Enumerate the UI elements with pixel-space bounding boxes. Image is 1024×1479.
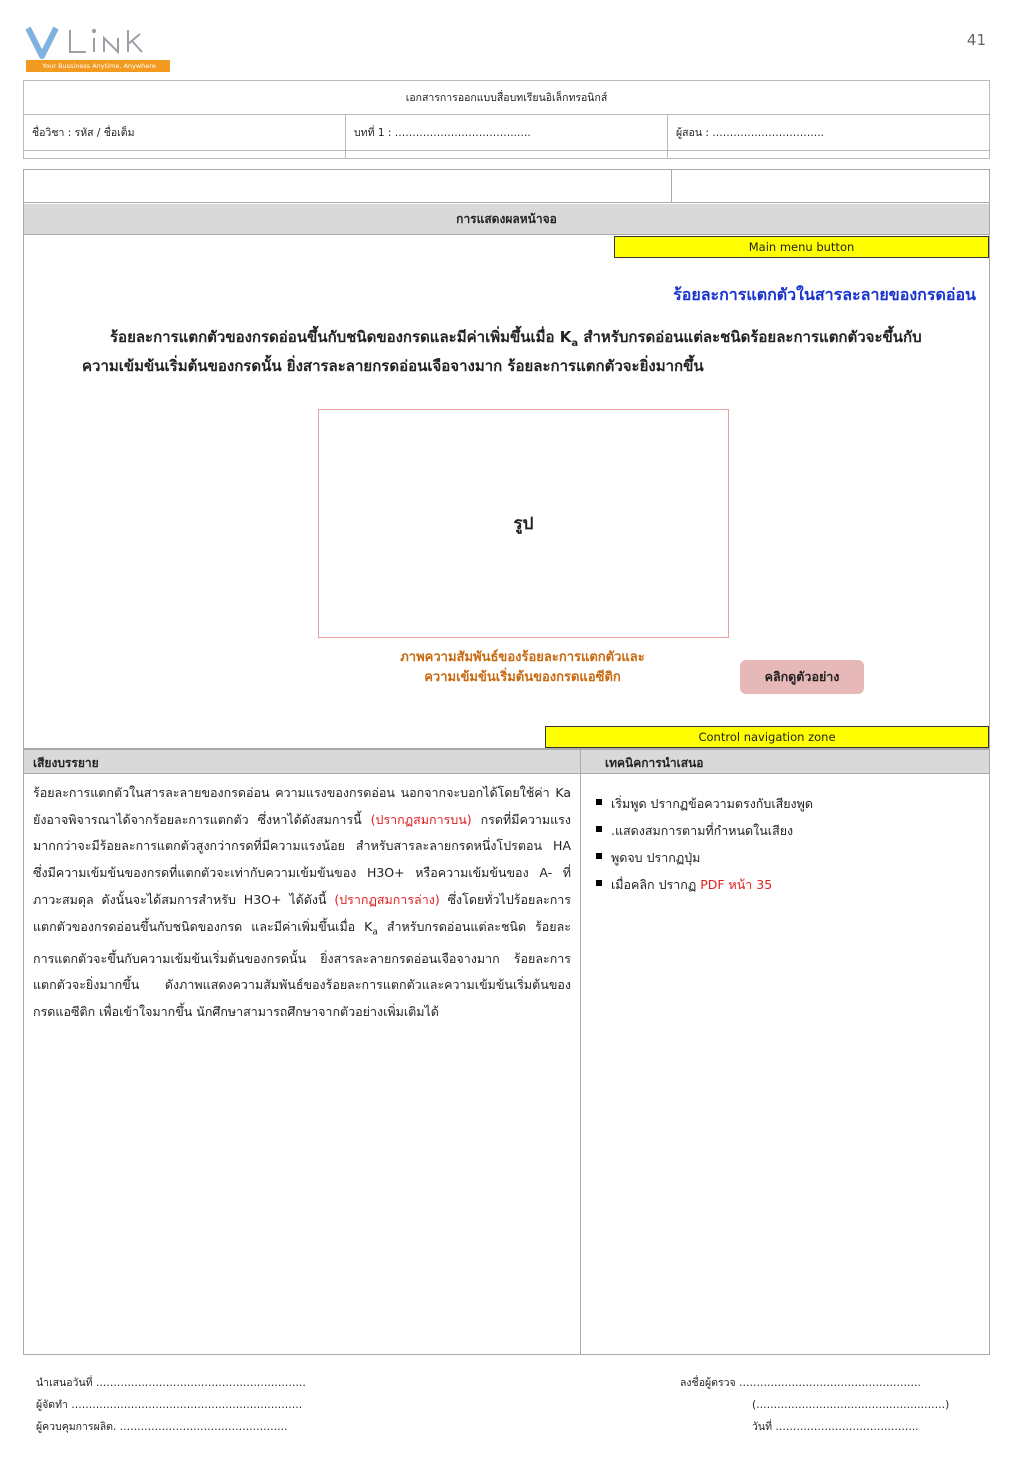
narration-part2: กรดที่มีความแรงมากกว่าจะมีร้อยละการแตกตัวสูงกว่ากรดที่มีความแรงน้อย สำหรับสารละลายกรดหนึ่งโปรตอน HA ซึ่งมีความเข้มข้นของกรดที่แตกตัวจะเท่ากับความเข้มข้นของ H3O+ หรือความเข้มข้นของ A- ที่ภาวะสมดุล ดังนั้นจะได้สมการสำหรับ H3O+ ได้ดังนี้ (33, 811, 571, 907)
narration-cue-bottom-equation: (ปรากฏสมการล่าง) (334, 891, 440, 907)
lesson-title: ร้อยละการแตกตัวในสารละลายของกรดอ่อน (673, 285, 976, 304)
figure-placeholder-label: รูป (513, 514, 534, 534)
narration-technique-header (24, 750, 989, 774)
caption-line-2: ความเข้มข้นเริ่มต้นของกรดแอซีติก (424, 670, 621, 685)
narration-text (33, 780, 571, 1026)
lesson-paragraph (82, 326, 924, 378)
footer-left (36, 1372, 306, 1438)
technique-pdf-reference: PDF หน้า 35 (700, 877, 773, 892)
caption-line-1: ภาพความสัมพันธ์ของร้อยละการแตกตัวและ (400, 650, 645, 665)
narration-part3: ซึ่งโดยทั่วไปร้อยละการแตกตัวของกรดอ่อนขึ้นกับชนิดของกรด และมีค่าเพิ่มขึ้นเมื่อ K (33, 891, 572, 934)
narration-heading: เสียงบรรยาย (33, 756, 99, 770)
reviewer-signature-line: ลงชื่อผู้ตรวจ ……………………………………………. (680, 1377, 921, 1389)
column-divider (580, 749, 581, 1355)
narration-part4: สำหรับกรดอ่อนแต่ละชนิด ร้อยละการแตกตัวจะขึ้นกับความเข้มข้นเริ่มต้นของกรดนั้น ยิ่งสารละลายกรดอ่อนเจือจางมาก ร้อยละการแตกตัวจะยิ่งมากขึ้น ดังภาพแสดงความสัมพันธ์ของร้อยละการแตกตัวและความเข้มข้นเริ่มต้นของกรดแอซีติก เพื่อเข้าใจมากขึ้น นักศึกษาสามารถศึกษาจากตัวอย่างเพิ่มเติมได้ (33, 918, 571, 1020)
page-number: 41 (966, 31, 986, 49)
screen-top-row (23, 169, 990, 203)
figure-placeholder (318, 409, 729, 638)
header-empty-cell (24, 151, 346, 159)
lesson-paragraph-subscript: a (571, 338, 579, 349)
main-menu-button-zone[interactable]: Main menu button (614, 236, 989, 258)
instructor-field: ผู้สอน : ………………………….. (668, 115, 990, 151)
course-field: ชื่อวิชา : รหัส / ชื่อเต็ม (24, 115, 346, 151)
vlink-logo (26, 22, 172, 74)
document-header (23, 80, 990, 159)
lesson-paragraph-part1: ร้อยละการแตกตัวของกรดอ่อนขึ้นกับชนิดของกรดและมีค่าเพิ่มขึ้นเมื่อ K (110, 328, 572, 346)
technique-heading: เทคนิคการนำเสนอ (605, 756, 704, 770)
chapter-field: บทที่ 1 : ……………………………..…. (346, 115, 668, 151)
narration-cue-top-equation: (ปรากฏสมการบน) (370, 811, 472, 827)
screen-section-label: การแสดงผลหน้าจอ (24, 204, 989, 235)
technique-list (596, 790, 976, 898)
reviewer-name-line: (………………………………………………) (752, 1399, 950, 1411)
technique-item-4-prefix: เมื่อคลิก ปรากฏ (611, 877, 701, 892)
logo-tagline: Your Bussiness Anytime, Anywhere (42, 62, 156, 70)
technique-item: .แสดงสมการตามที่กำหนดในเสียง (596, 817, 976, 844)
presented-date-line: นำเสนอวันที่ …………………………………………………… (36, 1377, 306, 1389)
narration-part1: ร้อยละการแตกตัวในสารละลายของกรดอ่อน ความแรงของกรดอ่อน นอกจากจะบอกได้โดยใช้ค่า Ka ยังอาจพิจารณาได้จากร้อยละการแตกตัว ซึ่งหาได้ดังสมการนี้ (33, 785, 571, 827)
header-empty-cell (346, 151, 668, 159)
technique-item (596, 871, 976, 898)
narration-subscript: a (372, 927, 378, 938)
supervisor-line: ผู้ควบคุมการผลิต. ………………………………………… (36, 1421, 288, 1433)
view-example-button[interactable]: คลิกดูตัวอย่าง (740, 660, 864, 694)
review-date-line: วันที่ ………………………………….. (752, 1421, 919, 1433)
lesson-paragraph-part2: สำหรับกรดอ่อนแต่ละชนิดร้อยละการแตกตัวจะขึ้นกับความเข้มข้นเริ่มต้นของกรดนั้น ยิ่งสารละลายกรดอ่อนเจือจางมาก ร้อยละการแตกตัวจะยิ่งมากขึ้น (82, 328, 922, 375)
control-navigation-zone[interactable]: Control navigation zone (545, 726, 989, 748)
technique-item: เริ่มพูด ปรากฏข้อความตรงกับเสียงพูด (596, 790, 976, 817)
figure-caption (330, 648, 715, 688)
document-title: เอกสารการออกแบบสื่อบทเรียนอิเล็กทรอนิกส์ (24, 81, 990, 115)
technique-item: พูดจบ ปรากฏปุ่ม (596, 844, 976, 871)
header-empty-cell (668, 151, 990, 159)
producer-line: ผู้จัดทำ ………………………………………………………… (36, 1399, 303, 1411)
screen-top-divider (671, 169, 672, 203)
